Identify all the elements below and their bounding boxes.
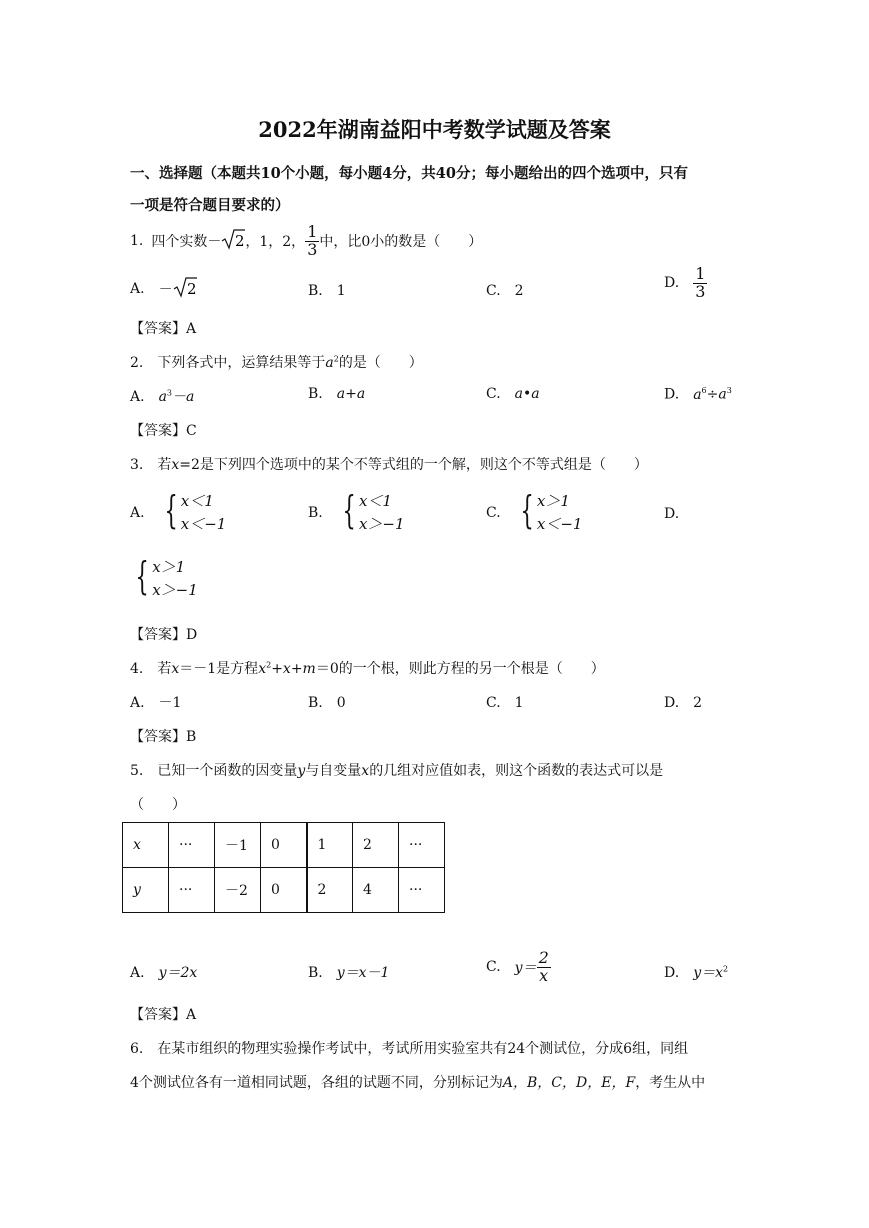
q2-option-c	[486, 386, 540, 402]
q5-option-a	[130, 962, 197, 982]
question-text: 的是（ ）	[338, 355, 423, 371]
question-text: 4. 若	[130, 661, 172, 677]
question-text: 的几组对应值如表，则这个函数的表达式可以是	[369, 763, 664, 779]
table-cell: x	[123, 823, 169, 868]
fraction-numerator: 2	[538, 948, 549, 967]
option-label: D.	[664, 386, 680, 403]
exponent: 6	[701, 386, 707, 395]
question-text: =2是下列四个选项中的某个不等式组的一个解，则这个不等式组是（ ）	[179, 457, 648, 473]
question-text: ＝－1是方程	[179, 661, 259, 677]
q3-option-d	[130, 556, 198, 602]
question-5	[130, 760, 663, 780]
option-label: A.	[130, 965, 145, 981]
expression: y＝	[514, 960, 537, 977]
exponent: 3	[726, 386, 732, 395]
variable: a	[325, 355, 334, 371]
q3-option-d-label: D.	[664, 506, 680, 522]
question-text: ，1，2，	[245, 234, 306, 251]
option-label: D.	[664, 965, 680, 981]
section-heading-line1: 一、选择题（本题共10个小题，每小题4分，共40分；每小题给出的四个选项中，只有	[130, 165, 688, 182]
q1-option-d	[664, 266, 707, 301]
q3-option-c	[486, 490, 582, 536]
sqrt-arg: 2	[235, 232, 245, 251]
question-text: 3. 若	[130, 457, 172, 473]
option-label: D.	[664, 275, 680, 292]
q2-answer: 【答案】C	[130, 423, 197, 439]
question-text: 与自变量	[305, 763, 362, 779]
option-sign: －	[158, 282, 173, 298]
inequality-system: { x＞1 x＞−1	[130, 556, 198, 602]
q3-option-b	[308, 490, 405, 536]
q2-option-b	[308, 386, 365, 402]
table-cell: ···	[169, 868, 215, 913]
expression: y＝2x	[158, 965, 198, 981]
fraction-denominator: 3	[695, 281, 706, 301]
q4-option-d: D. 2	[664, 695, 703, 711]
table-row	[123, 823, 445, 868]
inequality: x＜−1	[180, 515, 227, 533]
option-label: C.	[486, 505, 501, 521]
q5-option-d	[664, 962, 728, 982]
option-label: B.	[308, 386, 323, 402]
q3-answer: 【答案】D	[130, 627, 198, 643]
q1-option-a	[130, 276, 197, 302]
table-cell: 4	[353, 868, 399, 913]
variable: x	[171, 661, 180, 677]
variable: x	[258, 661, 267, 677]
table-cell: 2	[307, 868, 353, 913]
q4-option-b: B. 0	[308, 695, 346, 711]
question-text: ，考生从中	[635, 1075, 706, 1091]
question-6-line1: 6. 在某市组织的物理实验操作考试中，考试所用实验室共有24个测试位，分成6组，同组	[130, 1041, 689, 1057]
question-text: 5. 已知一个函数的因变量	[130, 763, 298, 779]
exponent: 2	[723, 964, 729, 974]
q4-option-c: C. 1	[486, 695, 524, 711]
table-cell: 1	[307, 823, 353, 868]
question-3	[130, 454, 648, 474]
inequality: x＞−1	[152, 581, 198, 599]
table-cell: y	[123, 868, 169, 913]
option-label: A.	[130, 281, 145, 297]
expression: y＝x	[693, 965, 723, 981]
table-cell: 2	[353, 823, 399, 868]
sqrt-symbol	[173, 276, 197, 302]
question-text: 2. 下列各式中，运算结果等于	[130, 355, 326, 371]
question-5-paren: （ ）	[130, 797, 186, 813]
expression: a•a	[514, 386, 540, 402]
variable: a	[718, 386, 727, 403]
section-heading-line2: 一项是符合题目要求的）	[130, 197, 290, 214]
q5-answer: 【答案】A	[130, 1007, 197, 1023]
question-1	[130, 224, 482, 259]
variable: x	[171, 457, 180, 473]
q3-option-a	[130, 490, 226, 536]
option-label: A.	[130, 505, 145, 521]
inequality: x＜−1	[536, 515, 583, 533]
variable: x	[361, 763, 370, 779]
option-label: C.	[486, 386, 501, 402]
question-text: 中，比0小的数是（ ）	[319, 234, 483, 251]
variable: a	[158, 389, 167, 405]
q2-option-a	[130, 386, 194, 406]
value-table	[122, 822, 445, 913]
fraction-denominator: x	[539, 965, 549, 985]
inequality: x＜1	[358, 492, 392, 510]
inequality: x＞1	[152, 558, 186, 576]
operator: ÷	[706, 386, 719, 403]
table-cell: 0	[261, 868, 307, 913]
expression: y＝x－1	[336, 965, 390, 981]
variable: y	[297, 763, 306, 779]
inequality: x＜1	[180, 492, 214, 510]
q1-option-c: C. 2	[486, 283, 524, 299]
inequality: x＞−1	[358, 515, 405, 533]
sqrt-symbol	[221, 228, 245, 254]
question-text: 四个实数－	[151, 234, 222, 251]
question-number: 1.	[130, 233, 144, 250]
option-label: A.	[130, 389, 145, 405]
table-cell: ···	[399, 823, 445, 868]
question-4	[130, 658, 605, 678]
fraction	[305, 224, 319, 259]
table-row	[123, 868, 445, 913]
q1-option-b: B. 1	[308, 283, 346, 299]
exponent: 3	[166, 388, 173, 398]
question-text: ＝0的一个根，则此方程的另一个根是（ ）	[315, 661, 605, 677]
question-text: 4个测试位各有一道相同试题，各组的试题不同，分别标记为	[130, 1075, 503, 1091]
letters: A，B，C，D，E，F	[502, 1075, 636, 1091]
fraction-numerator: 1	[695, 264, 706, 283]
q4-option-a: A. －1	[130, 695, 182, 711]
question-6-line2	[130, 1072, 705, 1092]
option-label: B.	[308, 965, 323, 981]
table-cell: ···	[169, 823, 215, 868]
fraction-numerator: 1	[307, 222, 318, 241]
inequality-system: { x＜1 x＞−1	[337, 490, 405, 536]
fraction	[693, 266, 707, 301]
inequality-system: { x＜1 x＜−1	[159, 490, 227, 536]
question-2	[130, 352, 423, 372]
expression: －a	[172, 389, 195, 405]
exponent: 2	[333, 354, 339, 364]
inequality-system: { x＞1 x＜−1	[515, 490, 583, 536]
inequality: x＞1	[536, 492, 570, 510]
q4-answer: 【答案】B	[130, 729, 197, 745]
fraction-denominator: 3	[307, 239, 318, 259]
variable: a	[693, 386, 702, 403]
svg-text:2: 2	[186, 280, 197, 298]
q5-option-b	[308, 962, 389, 982]
exponent: 2	[266, 660, 272, 670]
expression: a+a	[336, 386, 366, 402]
option-label: B.	[308, 505, 323, 521]
q2-option-d	[664, 386, 732, 403]
table-cell: －2	[215, 868, 261, 913]
expression: +x+m	[271, 661, 316, 677]
option-label: C.	[486, 959, 501, 976]
fraction	[537, 950, 551, 985]
table-cell: 0	[261, 823, 307, 868]
q5-option-c	[486, 950, 551, 985]
table-cell: ···	[399, 868, 445, 913]
page-title: 2022年湖南益阳中考数学试题及答案	[258, 117, 611, 142]
q1-answer: 【答案】A	[130, 321, 197, 337]
table-cell: －1	[215, 823, 261, 868]
